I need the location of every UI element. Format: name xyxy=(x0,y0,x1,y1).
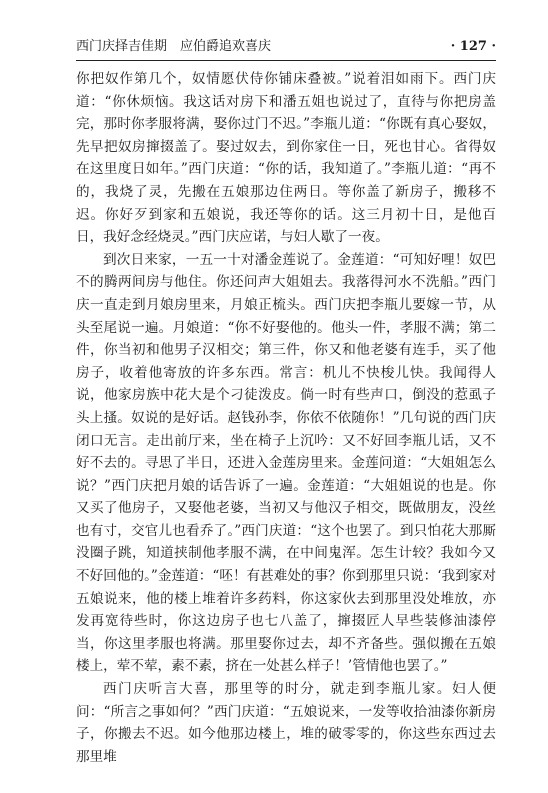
paragraph: 到次日来家，一五一十对潘金莲说了。金莲道：“可知好哩！奴巴不的腾两间房与他住。你还问声大姐姐去。我落得河水不洗船。”西门庆一直走到月娘房里来，月娘正梳头。西门庆把李瓶儿要嫁一节，从头至尾说一遍。月娘道：“你不好娶他的。他头一件，孝服不满；第二件，你当初和他男子汉相交；第三件，你又和他老婆有连手，买了他房子，收着他寄放的许多东西。常言：机儿不快梭儿快。我闻得人说，他家房族中花大是个刁徒泼皮。倘一时有些声口，倒没的惹虱子头上搔。奴说的是好话。赵钱孙李，你依不依随你！”几句说的西门庆闭口无言。走出前厅来，坐在椅子上沉吟：又不好回李瓶儿话，又不好不去的。寻思了半日，还进入金莲房里来。金莲问道：“大姐姐怎么说？”西门庆把月娘的话告诉了一遍。金莲道：“大姐姐说的也是。你又买了他房子，又娶他老婆，当初又与他汉子相交，既做朋友，没丝也有寸，交官儿也看乔了。”西门庆道：“这个也罢了。到只怕花大那厮没圈子跳，知道挟制他孝服不满，在中间鬼浑。怎生计较？我如今又不好回他的。”金莲道：“呸！有甚难处的事？你到那里只说：‘我到家对五娘说来，他的楼上堆着许多药料，你这家伙去到那里没处堆放，亦发再宽待些时，你这边房子也七八盖了，撺掇匠人早些装修油漆停当，你这里孝服也将满。那里娶你过去，却不齐备些。强似搬在五娘楼上，荤不荤，素不素，挤在一处甚么样子！’管情他也罢了。” xyxy=(76,251,496,675)
page-number: · 127 · xyxy=(450,39,496,54)
text-body xyxy=(76,68,496,768)
running-header xyxy=(76,36,496,58)
header-rule xyxy=(76,60,496,61)
paragraph: 你把奴作第几个，奴情愿伏侍你铺床叠被。”说着泪如雨下。西门庆道：“你休烦恼。我这话对房下和潘五姐也说过了，直待与你把房盖完，那时你孝服将满，娶你过门不迟。”李瓶儿道：“你既有真心娶奴，先早把奴房撺掇盖了。娶过奴去，到你家住一日，死也甘心。省得奴在这里度日如年。”西门庆道：“你的话，我知道了。”李瓶儿道：“再不的，我烧了灵，先搬在五娘那边住两日。等你盖了新房子，搬移不迟。你好歹到家和五娘说，我还等你的话。这三月初十日，是他百日，我好念经烧灵。”西门庆应诺，与妇人歇了一夜。 xyxy=(76,71,496,246)
chapter-title: 西门庆择吉佳期 应伯爵追欢喜庆 xyxy=(76,39,272,54)
paragraph: 西门庆听言大喜，那里等的时分，就走到李瓶儿家。妇人便问：“所言之事如何？”西门庆道：“五娘说来，一发等收拾油漆你新房子，你搬去不迟。如今他那边楼上，堆的破零零的，你这些东西过去那里堆 xyxy=(76,681,496,765)
